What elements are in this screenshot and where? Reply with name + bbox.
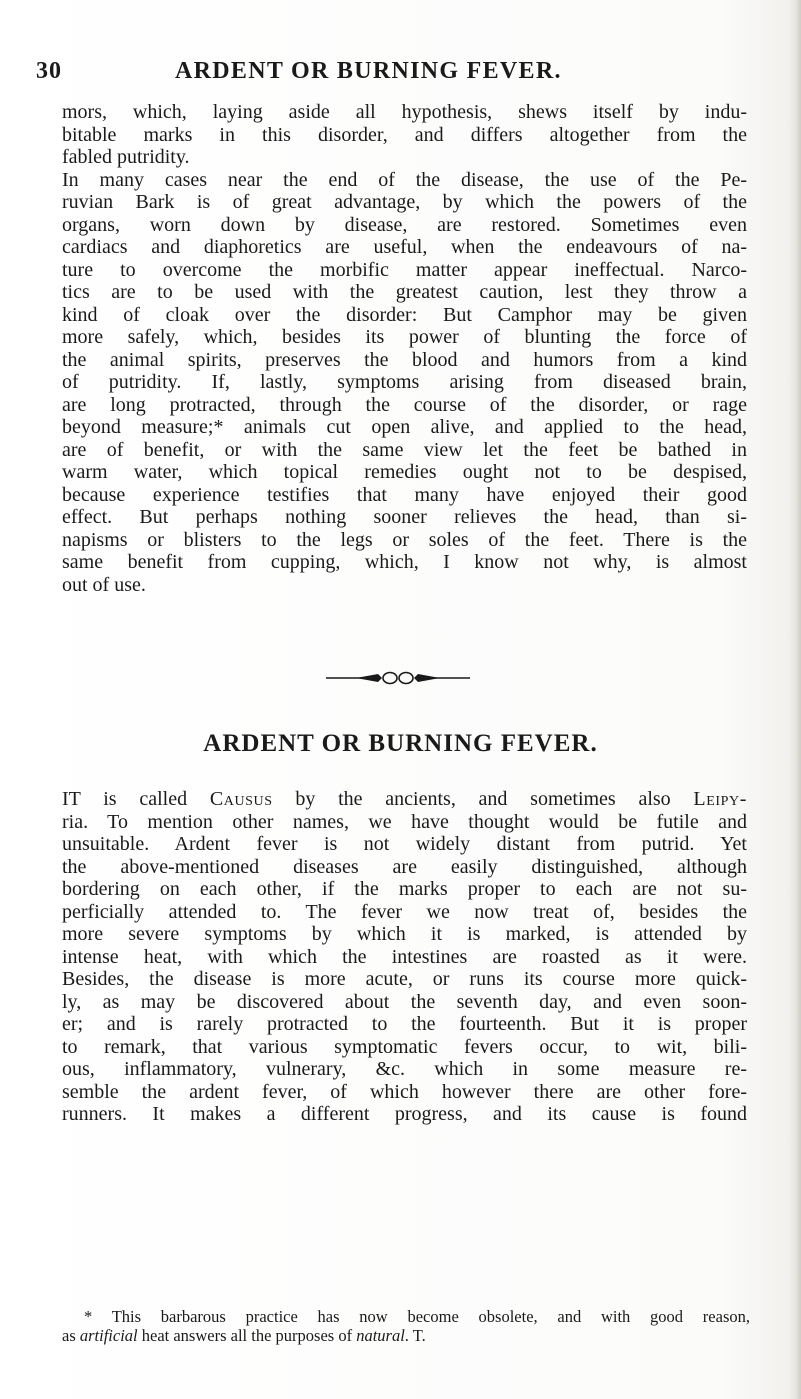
body-text-bottom	[62, 788, 747, 1126]
text-line: er; and is rarely protracted to the fourteenth. But it is proper	[62, 1013, 747, 1035]
text-line: ruvian Bark is of great advantage, by which the powers of the	[62, 191, 747, 213]
text-line: ly, as may be discovered about the seventh day, and even soon-	[62, 990, 747, 1013]
text-run: as	[62, 1326, 80, 1345]
term-natural: natural	[356, 1326, 405, 1345]
text-run: . T.	[404, 1326, 426, 1345]
footnote-line: * This barbarous practice has now become obsolete, and with good reason,	[84, 1307, 750, 1326]
text-line: out of use.	[62, 573, 146, 596]
text-line-first	[62, 788, 747, 811]
text-line: more severe symptoms by which it is marked, is attended by	[62, 923, 747, 945]
text-line: same benefit from cupping, which, I know not why, is almost	[62, 551, 747, 573]
text-line: fabled putridity.	[62, 146, 190, 168]
text-line: the animal spirits, preserves the blood and humors from a kind	[62, 348, 747, 371]
section-ornament	[326, 668, 470, 688]
text-line: cardiacs and diaphoretics are useful, when the endeavours of na-	[62, 236, 747, 258]
text-line: bordering on each other, if the marks proper to each are not su-	[62, 878, 747, 900]
text-run: by the ancients, and sometimes also	[272, 788, 694, 810]
page-number: 30	[36, 58, 62, 84]
text-line: In many cases near the end of the disease, the use of the Pe-	[62, 168, 747, 191]
running-head	[36, 58, 756, 92]
text-line: unsuitable. Ardent fever is not widely distant from putrid. Yet	[62, 833, 747, 855]
text-line: are of benefit, or with the same view let the feet be bathed in	[62, 438, 747, 461]
text-line: ous, inflammatory, vulnerary, &c. which in some measure re-	[62, 1058, 747, 1080]
text-line: mors, which, laying aside all hypothesis, shews itself by indu-	[62, 101, 747, 123]
text-line: ture to overcome the morbific matter appear ineffectual. Narco-	[62, 258, 747, 281]
text-run: IT is called	[62, 788, 210, 810]
text-line: Besides, the disease is more acute, or runs its course more quick-	[62, 968, 747, 990]
term-leipyria: Leipy-	[693, 788, 747, 810]
text-line: intense heat, with which the intestines are roasted as it were.	[62, 945, 747, 968]
text-line: more safely, which, besides its power of blunting the force of	[62, 326, 747, 348]
footnote-line	[62, 1326, 750, 1345]
footnote	[62, 1307, 750, 1345]
running-title: ARDENT OR BURNING FEVER.	[175, 58, 562, 84]
text-line: perficially attended to. The fever we now treat of, besides the	[62, 900, 747, 923]
text-line: ria. To mention other names, we have thought would be futile and	[62, 810, 747, 833]
text-line: because experience testifies that many have enjoyed their good	[62, 483, 747, 506]
text-line: semble the ardent fever, of which however there are other fore-	[62, 1080, 747, 1103]
text-line: kind of cloak over the disorder: But Camphor may be given	[62, 303, 747, 326]
page-edge-shadow	[789, 0, 801, 1399]
text-line: beyond measure;* animals cut open alive, and applied to the head,	[62, 416, 747, 438]
text-run: heat answers all the purposes of	[137, 1326, 357, 1345]
text-line: tics are to be used with the greatest caution, lest they throw a	[62, 281, 747, 303]
text-line: of putridity. If, lastly, symptoms arising from diseased brain,	[62, 371, 747, 393]
text-line: effect. But perhaps nothing sooner relieves the head, than si-	[62, 506, 747, 528]
text-line: warm water, which topical remedies ought not to be despised,	[62, 461, 747, 483]
text-line: napisms or blisters to the legs or soles of the feet. There is the	[62, 528, 747, 551]
section-title: ARDENT OR BURNING FEVER.	[203, 730, 598, 757]
text-line: are long protracted, through the course of the disorder, or rage	[62, 393, 747, 416]
term-causus: Causus	[209, 788, 273, 810]
text-line: bitable marks in this disorder, and differs altogether from the	[62, 123, 747, 146]
text-line: organs, worn down by disease, are restored. Sometimes even	[62, 213, 747, 236]
term-artificial: artificial	[79, 1326, 138, 1345]
text-line: runners. It makes a different progress, and its cause is found	[62, 1103, 747, 1125]
text-line: the above-mentioned diseases are easily distinguished, although	[62, 855, 747, 878]
body-text-top	[62, 101, 747, 596]
text-line: to remark, that various symptomatic fevers occur, to wit, bili-	[62, 1035, 747, 1058]
